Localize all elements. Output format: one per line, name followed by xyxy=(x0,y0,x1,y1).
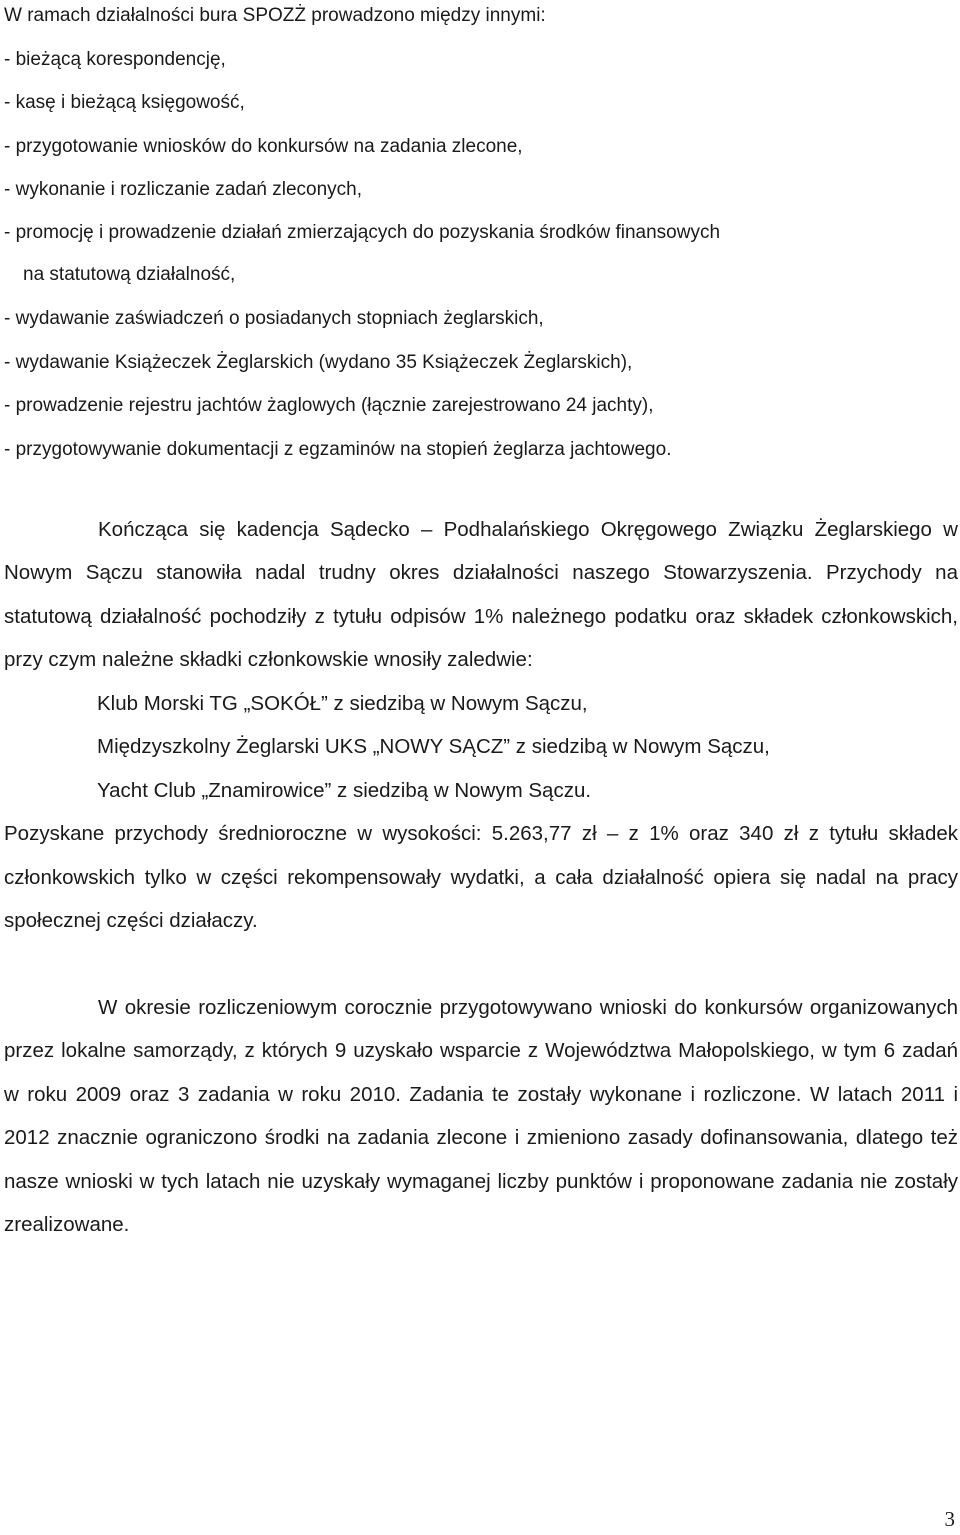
list-item: - wydawanie Książeczek Żeglarskich (wydano 35 Książeczek Żeglarskich), xyxy=(4,351,633,373)
list-item: - prowadzenie rejestru jachtów żaglowych (łącznie zarejestrowano 24 jachty), xyxy=(4,395,654,416)
list-item xyxy=(4,212,958,296)
list-item-continuation: na statutową działalność, xyxy=(23,264,236,285)
list-item: - kasę i bieżącą księgowość, xyxy=(4,92,245,113)
list-item: - wykonanie i rozliczanie zadań zleconych, xyxy=(4,179,363,200)
page-number: 3 xyxy=(944,1507,955,1531)
document-page xyxy=(4,0,958,1247)
club-item: Yacht Club „Znamirowice” z siedzibą w Nowym Sączu. xyxy=(97,778,592,802)
paragraph-income: Pozyskane przychody średnioroczne w wysokości: 5.263,77 zł – z 1% oraz 340 zł z tytułu składek członkowskich tylko w części rekompensowały wydatki, a cała działalność opiera się nadal na pracy społecznej części działaczy. xyxy=(4,822,958,932)
list-item: - bieżącą korespondencję, xyxy=(4,48,226,70)
paragraph-grants: W okresie rozliczeniowym corocznie przygotowywano wnioski do konkursów organizowanych przez lokalne samorządy, z których 9 uzyskało wsparcie z Województwa Małopolskiego, w tym 6 zadań w roku 2009 oraz 3 zadania w roku 2010. Zadania te zostały wykonane i rozliczone. W latach 2011 i 2012 znacznie ograniczono środki na zadania zlecone i zmieniono zasady dofinansowania, dlatego też nasze wnioski w tych latach nie uzyskały wymaganej liczby punktów i proponowane zadania nie zostały zrealizowane. xyxy=(4,995,958,1236)
club-item: Klub Morski TG „SOKÓŁ” z siedzibą w Nowym Sączu, xyxy=(97,691,588,715)
intro-line: W ramach działalności bura SPOZŻ prowadzono między innymi: xyxy=(4,5,546,26)
list-item: - wydawanie zaświadczeń o posiadanych stopniach żeglarskich, xyxy=(4,308,544,329)
list-item: - przygotowywanie dokumentacji z egzaminów na stopień żeglarza jachtowego. xyxy=(4,438,672,460)
club-list xyxy=(4,682,958,813)
activity-list xyxy=(4,49,958,460)
paragraph-term-summary: Kończąca się kadencja Sądecko – Podhalańskiego Okręgowego Związku Żeglarskiego w Nowym Sączu stanowiła nadal trudny okres działalności naszego Stowarzyszenia. Przychody na statutową działalność pochodziły z tytułu odpisów 1% należnego podatku oraz składek członkowskich, przy czym należne składki członkowskie wnosiły zaledwie: xyxy=(4,517,958,671)
club-item: Międzyszkolny Żeglarski UKS „NOWY SĄCZ” z siedzibą w Nowym Sączu, xyxy=(97,735,770,758)
list-item: - przygotowanie wniosków do konkursów na zadania zlecone, xyxy=(4,135,523,157)
list-item-text: - promocję i prowadzenie działań zmierzających do pozyskania środków finansowych xyxy=(4,222,721,243)
